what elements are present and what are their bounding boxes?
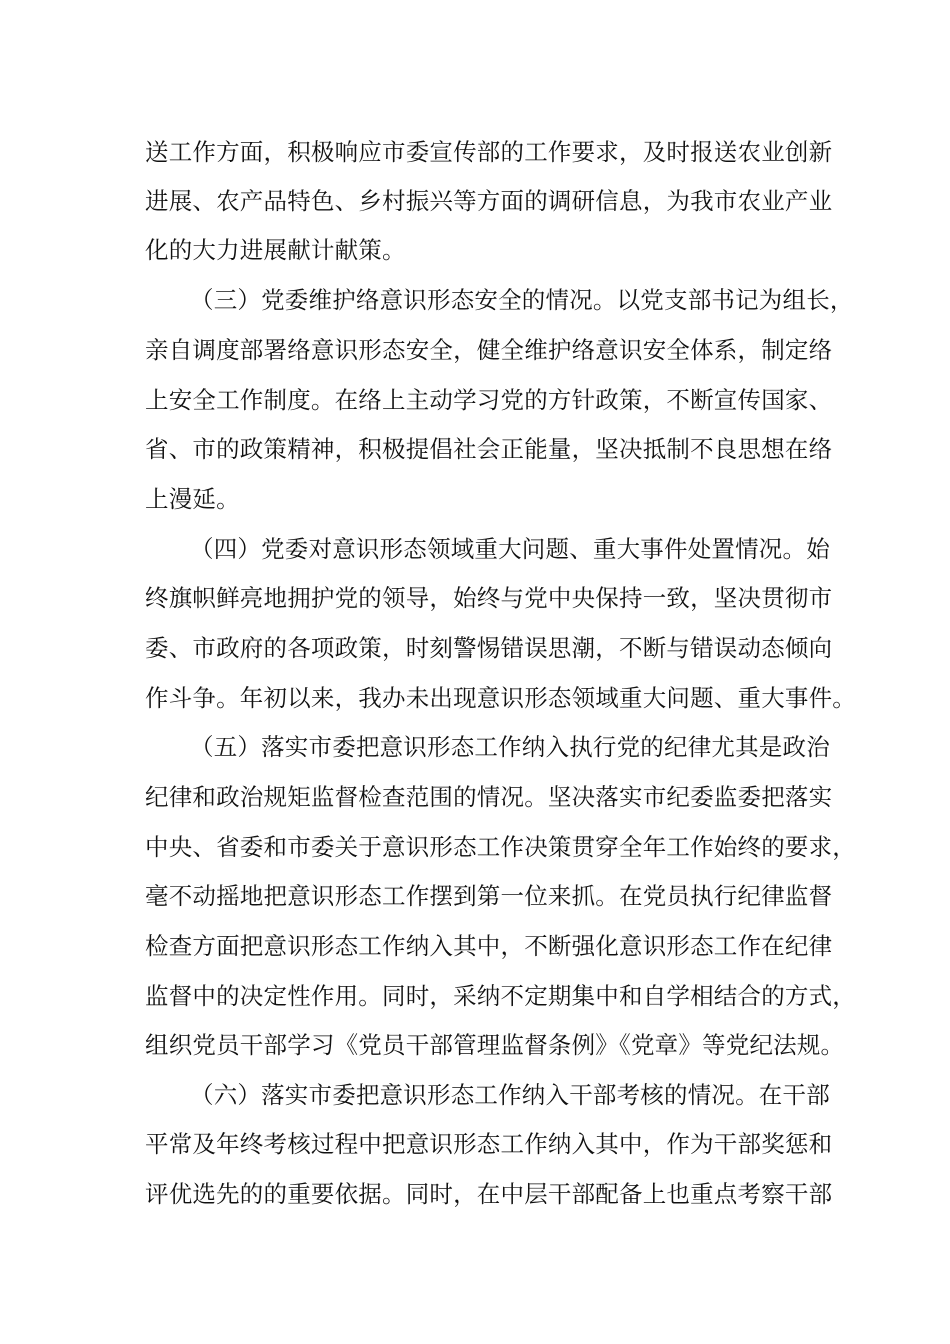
text-line: 平常及年终考核过程中把意识形态工作纳入其中，作为干部奖惩和 [145,1130,833,1158]
section-heading-line: （六）落实市委把意识形态工作纳入干部考核的情况。在干部 [190,1081,830,1109]
text-line: 监督中的决定性作用。同时，采纳不定期集中和自学相结合的方式， [145,982,856,1010]
text-line: 中央、省委和市委关于意识形态工作决策贯穿全年工作始终的要求， [145,833,856,861]
text-line: 毫不动摇地把意识形态工作摆到第一位来抓。在党员执行纪律监督 [145,882,833,910]
section-heading-line: （三）党委维护络意识形态安全的情况。以党支部书记为组长， [190,286,854,314]
text-line: 检查方面把意识形态工作纳入其中，不断强化意识形态工作在纪律 [145,932,833,960]
text-line: 作斗争。年初以来，我办未出现意识形态领域重大问题、重大事件。 [145,684,856,712]
text-line: 进展、农产品特色、乡村振兴等方面的调研信息，为我市农业产业 [145,187,833,215]
section-heading-line: （四）党委对意识形态领域重大问题、重大事件处置情况。始 [190,535,830,563]
text-line: 委、市政府的各项政策，时刻警惕错误思潮，不断与错误动态倾向 [145,634,833,662]
text-line: 省、市的政策精神，积极提倡社会正能量，坚决抵制不良思想在络 [145,435,833,463]
text-line: 化的大力进展献计献策。 [145,236,406,264]
text-line: 上安全工作制度。在络上主动学习党的方针政策，不断宣传国家、 [145,386,833,414]
text-line: 上漫延。 [145,485,240,513]
text-line: 亲自调度部署络意识形态安全，健全维护络意识安全体系，制定络 [145,336,833,364]
text-line: 送工作方面，积极响应市委宣传部的工作要求，及时报送农业创新 [145,138,833,166]
text-line: 组织党员干部学习《党员干部管理监督条例》《党章》等党纪法规。 [145,1031,845,1059]
text-line: 纪律和政治规矩监督检查范围的情况。坚决落实市纪委监委把落实 [145,783,833,811]
section-heading-line: （五）落实市委把意识形态工作纳入执行党的纪律尤其是政治 [190,733,830,761]
text-line: 终旗帜鲜亮地拥护党的领导，始终与党中央保持一致，坚决贯彻市 [145,584,833,612]
text-line: 评优选先的的重要依据。同时，在中层干部配备上也重点考察干部 [145,1180,833,1208]
